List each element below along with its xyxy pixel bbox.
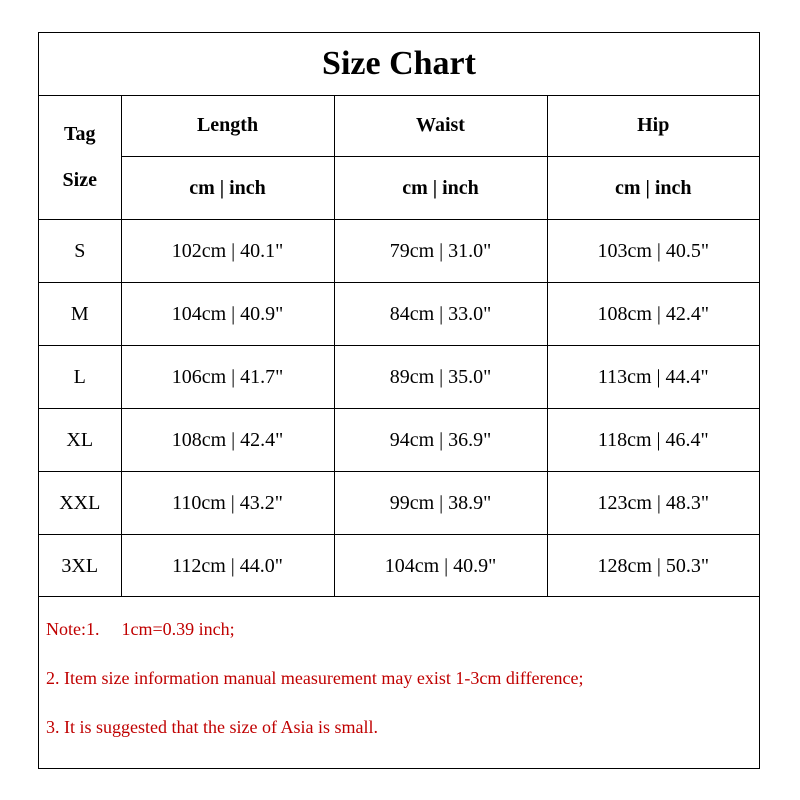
header-row [39,95,759,157]
hip-cell: 128cm | 50.3" [547,535,759,598]
note-1-text: 1cm=0.39 inch; [121,619,235,639]
hip-cell: 108cm | 42.4" [547,283,759,346]
tag-header-line2: Size [62,169,97,191]
table-row [39,220,759,283]
table-row [39,346,759,409]
length-header: Length [121,95,334,157]
size-cell: 3XL [39,535,121,598]
note-2: 2. Item size information manual measurement may exist 1-3cm difference; [46,668,584,688]
unit-row [39,157,759,220]
length-cell: 110cm | 43.2" [121,472,334,535]
table-row [39,535,759,598]
note-3: 3. It is suggested that the size of Asia is small. [46,717,378,737]
notes-section [39,596,759,769]
size-cell: S [39,220,121,283]
length-cell: 104cm | 40.9" [121,283,334,346]
hip-cell: 103cm | 40.5" [547,220,759,283]
size-cell: M [39,283,121,346]
length-cell: 112cm | 44.0" [121,535,334,598]
hip-header: Hip [547,95,759,157]
chart-title: Size Chart [39,33,759,96]
note-1-prefix: Note:1. [46,619,100,639]
tag-header-line1: Tag [63,123,96,145]
waist-cell: 94cm | 36.9" [334,409,547,472]
size-cell: L [39,346,121,409]
length-unit: cm | inch [121,157,334,220]
hip-cell: 118cm | 46.4" [547,409,759,472]
table-row [39,409,759,472]
length-cell: 102cm | 40.1" [121,220,334,283]
tag-size-header [39,95,121,220]
length-cell: 106cm | 41.7" [121,346,334,409]
hip-unit: cm | inch [547,157,759,220]
waist-cell: 104cm | 40.9" [334,535,547,598]
waist-cell: 89cm | 35.0" [334,346,547,409]
size-table [39,95,759,597]
table-row [39,472,759,535]
note-1 [46,619,235,640]
hip-cell: 123cm | 48.3" [547,472,759,535]
size-chart [38,32,760,769]
table-row [39,283,759,346]
hip-cell: 113cm | 44.4" [547,346,759,409]
waist-header: Waist [334,95,547,157]
waist-cell: 79cm | 31.0" [334,220,547,283]
length-cell: 108cm | 42.4" [121,409,334,472]
waist-unit: cm | inch [334,157,547,220]
waist-cell: 99cm | 38.9" [334,472,547,535]
size-cell: XL [39,409,121,472]
waist-cell: 84cm | 33.0" [334,283,547,346]
size-cell: XXL [39,472,121,535]
